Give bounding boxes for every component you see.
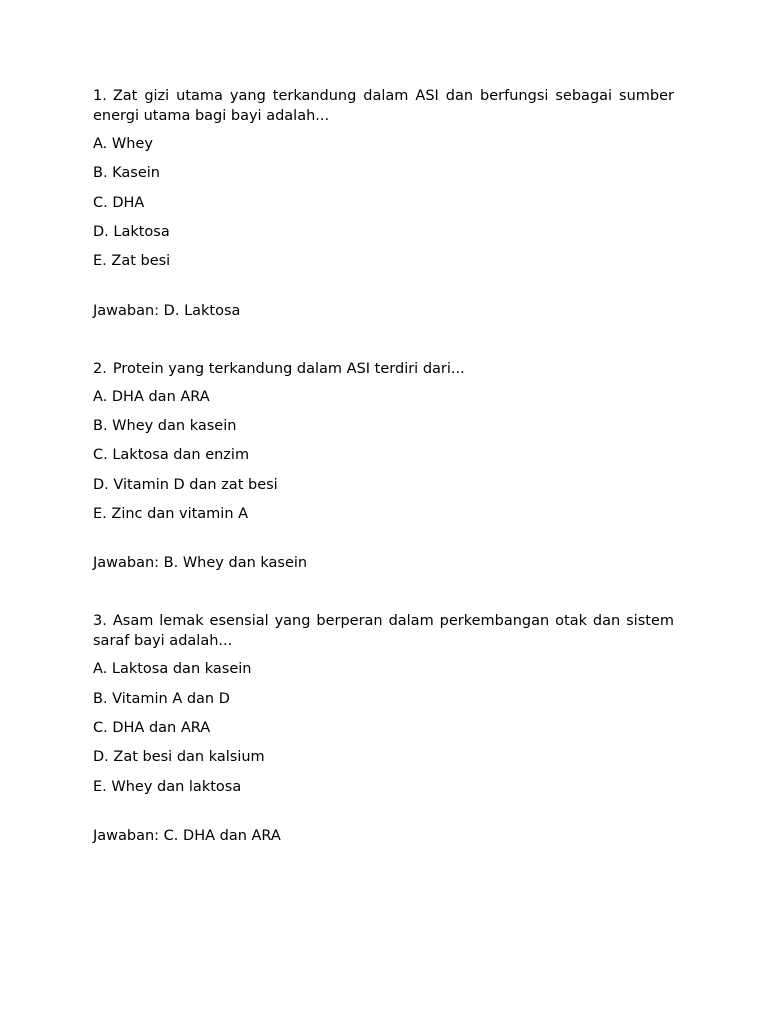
- question-1: [93, 86, 674, 321]
- option-d: D. Laktosa: [93, 223, 170, 240]
- option-e: E. Whey dan laktosa: [93, 778, 242, 795]
- option-a: A. DHA dan ARA: [93, 388, 210, 405]
- question-number: 3.: [93, 613, 107, 630]
- question-text: [93, 359, 674, 379]
- option-c: C. Laktosa dan enzim: [93, 447, 250, 464]
- option-b: B. Whey dan kasein: [93, 417, 237, 434]
- option-d: D. Vitamin D dan zat besi: [93, 476, 278, 493]
- question-number: 1.: [93, 88, 107, 104]
- question-3: [93, 611, 674, 846]
- question-text: [93, 86, 674, 126]
- option-e: E. Zat besi: [93, 253, 171, 270]
- option-e: E. Zinc dan vitamin A: [93, 505, 249, 522]
- question-2: [93, 359, 674, 574]
- document-page: [93, 86, 674, 846]
- question-number: 2.: [93, 360, 107, 377]
- answer-line: Jawaban: C. DHA dan ARA: [93, 828, 281, 845]
- option-b: B. Kasein: [93, 165, 160, 182]
- answer-line: Jawaban: B. Whey dan kasein: [93, 555, 308, 572]
- option-a: A. Whey: [93, 136, 153, 152]
- question-text: [93, 611, 674, 651]
- spacer: [93, 573, 674, 611]
- answer-line: Jawaban: D. Laktosa: [93, 302, 241, 319]
- question-stem: Zat gizi utama yang terkandung dalam ASI dan berfungsi sebagai sumber energi utama bagi bayi adalah...: [93, 88, 674, 124]
- option-a: A. Laktosa dan kasein: [93, 661, 252, 678]
- option-c: C. DHA dan ARA: [93, 719, 211, 736]
- spacer: [93, 321, 674, 359]
- option-d: D. Zat besi dan kalsium: [93, 749, 265, 766]
- question-stem: Protein yang terkandung dalam ASI terdiri dari...: [112, 360, 465, 377]
- option-c: C. DHA: [93, 194, 145, 211]
- option-b: B. Vitamin A dan D: [93, 690, 230, 707]
- question-stem: Asam lemak esensial yang berperan dalam perkembangan otak dan sistem saraf bayi adalah...: [93, 613, 674, 650]
